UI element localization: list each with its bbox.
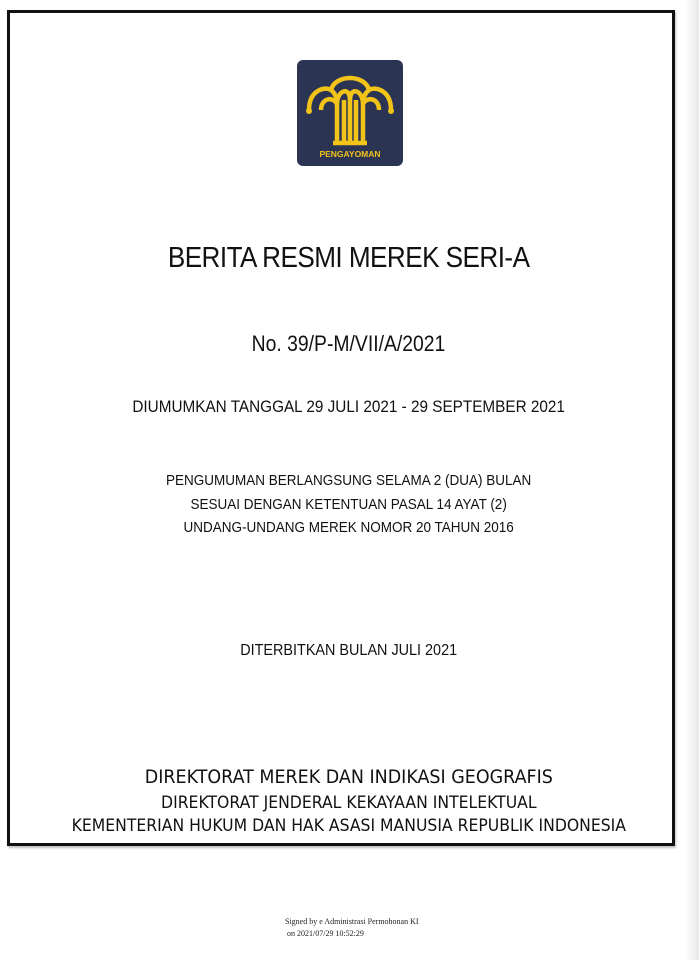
pengayoman-logo	[297, 60, 403, 166]
issuer-directorate-general: DIREKTORAT JENDERAL KEKAYAAN INTELEKTUAL	[161, 793, 537, 813]
logo-label: PENGAYOMAN	[319, 149, 381, 159]
issuer-directorate: DIREKTORAT MEREK DAN INDIKASI GEOGRAFIS	[144, 766, 553, 788]
signature-timestamp: on 2021/07/29 10:52:29	[287, 929, 364, 938]
publication-date: DITERBITKAN BULAN JULI 2021	[240, 642, 458, 659]
legal-basis-line: PENGUMUMAN BERLANGSUNG SELAMA 2 (DUA) BULAN	[165, 472, 532, 489]
pengayoman-emblem-icon	[297, 60, 403, 166]
signature-signed-by: Signed by e Administrasi Permohonan KI	[285, 917, 419, 926]
legal-basis-line: SESUAI DENGAN KETENTUAN PASAL 14 AYAT (2)	[190, 496, 507, 513]
document-number: No. 39/P-M/VII/A/2021	[251, 331, 446, 356]
announcement-period: DIUMUMKAN TANGGAL 29 JULI 2021 - 29 SEPTEMBER 2021	[132, 397, 565, 416]
page-edge-shadow	[685, 0, 699, 960]
legal-basis-line: UNDANG-UNDANG MEREK NOMOR 20 TAHUN 2016	[183, 519, 514, 536]
issuer-ministry: KEMENTERIAN HUKUM DAN HAK ASASI MANUSIA REPUBLIK INDONESIA	[71, 816, 626, 836]
document-title: BERITA RESMI MEREK SERI-A	[167, 242, 530, 274]
digital-signature-stamp	[285, 916, 419, 940]
